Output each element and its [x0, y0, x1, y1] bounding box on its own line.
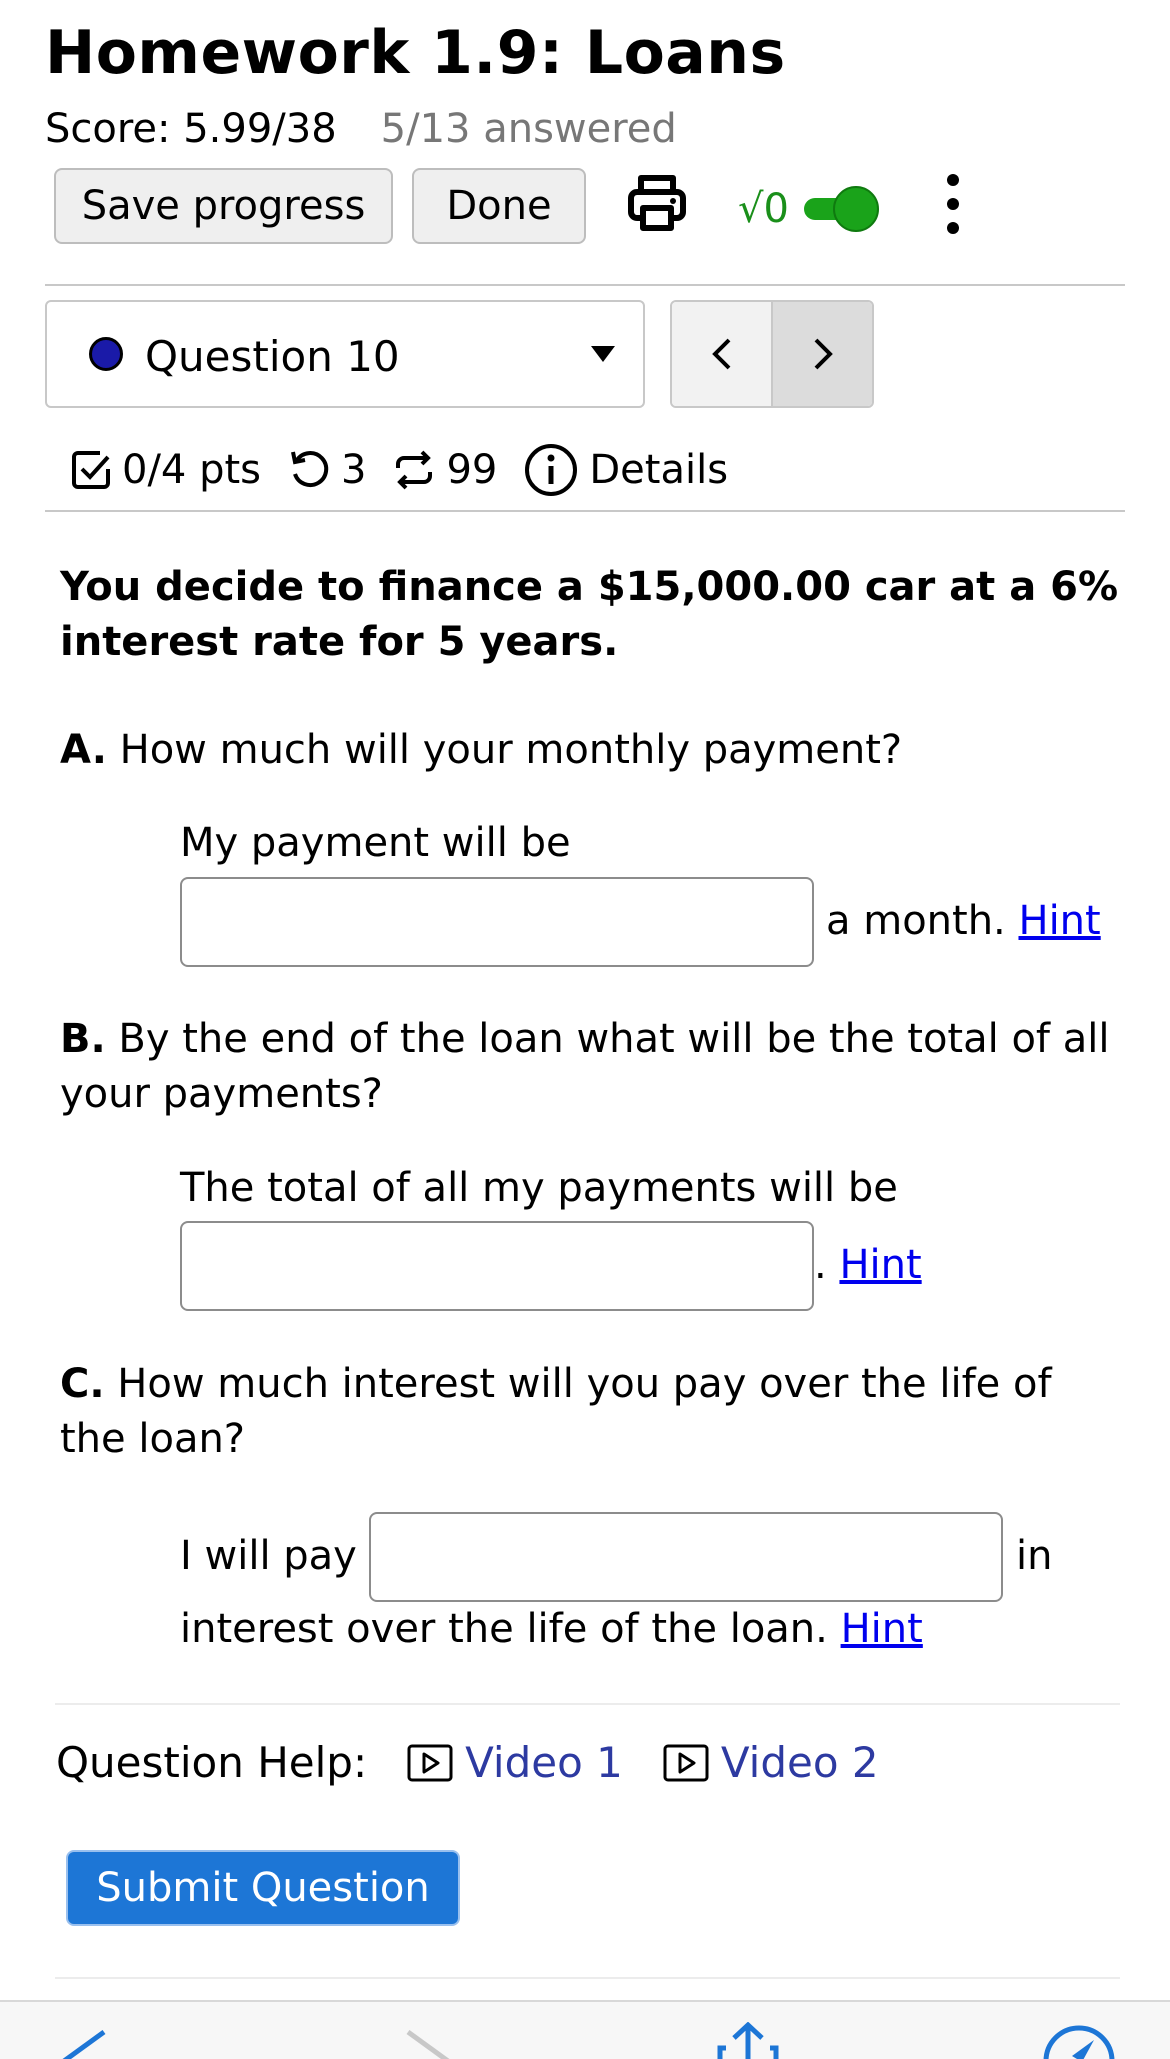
- question-intro: [60, 560, 1120, 670]
- part-b-hint-link[interactable]: Hint: [839, 1242, 922, 1288]
- video-icon: [663, 1744, 709, 1782]
- question-status-dot: [89, 337, 123, 371]
- help-divider: [55, 1703, 1120, 1705]
- browser-toolbar: [0, 2000, 1170, 2059]
- details-button[interactable]: [523, 442, 728, 498]
- video-2-link[interactable]: [663, 1738, 879, 1787]
- answered-count: 5/13 answered: [380, 106, 677, 152]
- part-a-after: a month.: [826, 898, 1006, 944]
- part-a-tail: [826, 898, 1101, 944]
- question-help: [56, 1738, 879, 1787]
- checkbox-icon: [70, 449, 112, 491]
- question-select[interactable]: [45, 300, 645, 408]
- video-1-label: Video 1: [465, 1738, 623, 1787]
- part-c-prompt: I will pay: [180, 1533, 357, 1579]
- meta-divider: [45, 510, 1125, 512]
- compass-icon[interactable]: [1042, 2024, 1116, 2059]
- page-title: Homework 1.9: Loans: [45, 18, 786, 88]
- part-c-line2-text: interest over the life of the loan.: [180, 1606, 828, 1652]
- part-c-letter: C.: [60, 1361, 105, 1407]
- total-payments-input[interactable]: [180, 1221, 814, 1311]
- points-indicator: [70, 447, 261, 493]
- part-a-label: [60, 723, 1120, 778]
- repeat-icon: [392, 448, 436, 492]
- header-divider: [45, 284, 1125, 286]
- part-c-after: in: [1016, 1533, 1053, 1579]
- question-meta: [70, 440, 754, 500]
- forward-arrow-icon[interactable]: [404, 2030, 454, 2059]
- question-help-label: Question Help:: [56, 1738, 368, 1787]
- caret-down-icon: [591, 346, 615, 362]
- score-text: Score: 5.99/38: [45, 106, 337, 152]
- question-nav: [670, 300, 874, 408]
- part-b-after: .: [814, 1242, 827, 1288]
- part-c-line2: [180, 1606, 923, 1652]
- details-label: Details: [589, 447, 729, 493]
- previous-question-button[interactable]: [672, 302, 771, 406]
- versions-indicator: [392, 447, 497, 493]
- video-2-label: Video 2: [720, 1738, 879, 1787]
- part-b-label: [60, 1012, 1120, 1122]
- chevron-left-icon: [710, 337, 734, 371]
- part-c-label: [60, 1357, 1120, 1467]
- part-c-text: How much interest will you pay over the life of the loan?: [60, 1361, 1052, 1462]
- points-text: 0/4 pts: [122, 447, 262, 493]
- interest-input[interactable]: [369, 1512, 1003, 1602]
- score-line: [45, 106, 677, 152]
- retry-icon: [287, 448, 331, 492]
- question-select-label: Question 10: [145, 332, 400, 381]
- part-b-tail: [814, 1242, 922, 1288]
- video-icon: [407, 1744, 453, 1782]
- part-b-prompt: The total of all my payments will be: [180, 1165, 898, 1211]
- back-arrow-icon[interactable]: [58, 2030, 108, 2059]
- print-icon[interactable]: [626, 172, 688, 234]
- submit-question-button[interactable]: Submit Question: [66, 1850, 460, 1926]
- question-intro-text: You decide to finance a $15,000.00 car at a 6% interest rate for 5 years.: [60, 564, 1119, 665]
- part-a-text: How much will your monthly payment?: [119, 727, 903, 773]
- share-icon[interactable]: [716, 2022, 780, 2059]
- part-c-hint-link[interactable]: Hint: [840, 1606, 923, 1652]
- part-b-letter: B.: [60, 1016, 106, 1062]
- part-a-hint-link[interactable]: Hint: [1018, 898, 1101, 944]
- attempts-indicator: [287, 447, 366, 493]
- part-a-letter: A.: [60, 727, 107, 773]
- versions-text: 99: [446, 447, 498, 493]
- save-progress-button[interactable]: Save progress: [54, 168, 393, 244]
- next-question-button[interactable]: [771, 302, 872, 406]
- math-entry-toggle[interactable]: [738, 176, 888, 236]
- info-icon: [523, 442, 579, 498]
- video-1-link[interactable]: [407, 1738, 623, 1787]
- done-button[interactable]: Done: [412, 168, 586, 244]
- chevron-right-icon: [811, 337, 835, 371]
- part-b-text: By the end of the loan what will be the total of all your payments?: [60, 1016, 1110, 1117]
- footer-divider: [55, 1977, 1120, 1979]
- part-a-prompt: My payment will be: [180, 820, 571, 866]
- math-symbol: √0: [738, 186, 789, 232]
- attempts-text: 3: [341, 447, 367, 493]
- more-options-icon[interactable]: [938, 172, 968, 236]
- monthly-payment-input[interactable]: [180, 877, 814, 967]
